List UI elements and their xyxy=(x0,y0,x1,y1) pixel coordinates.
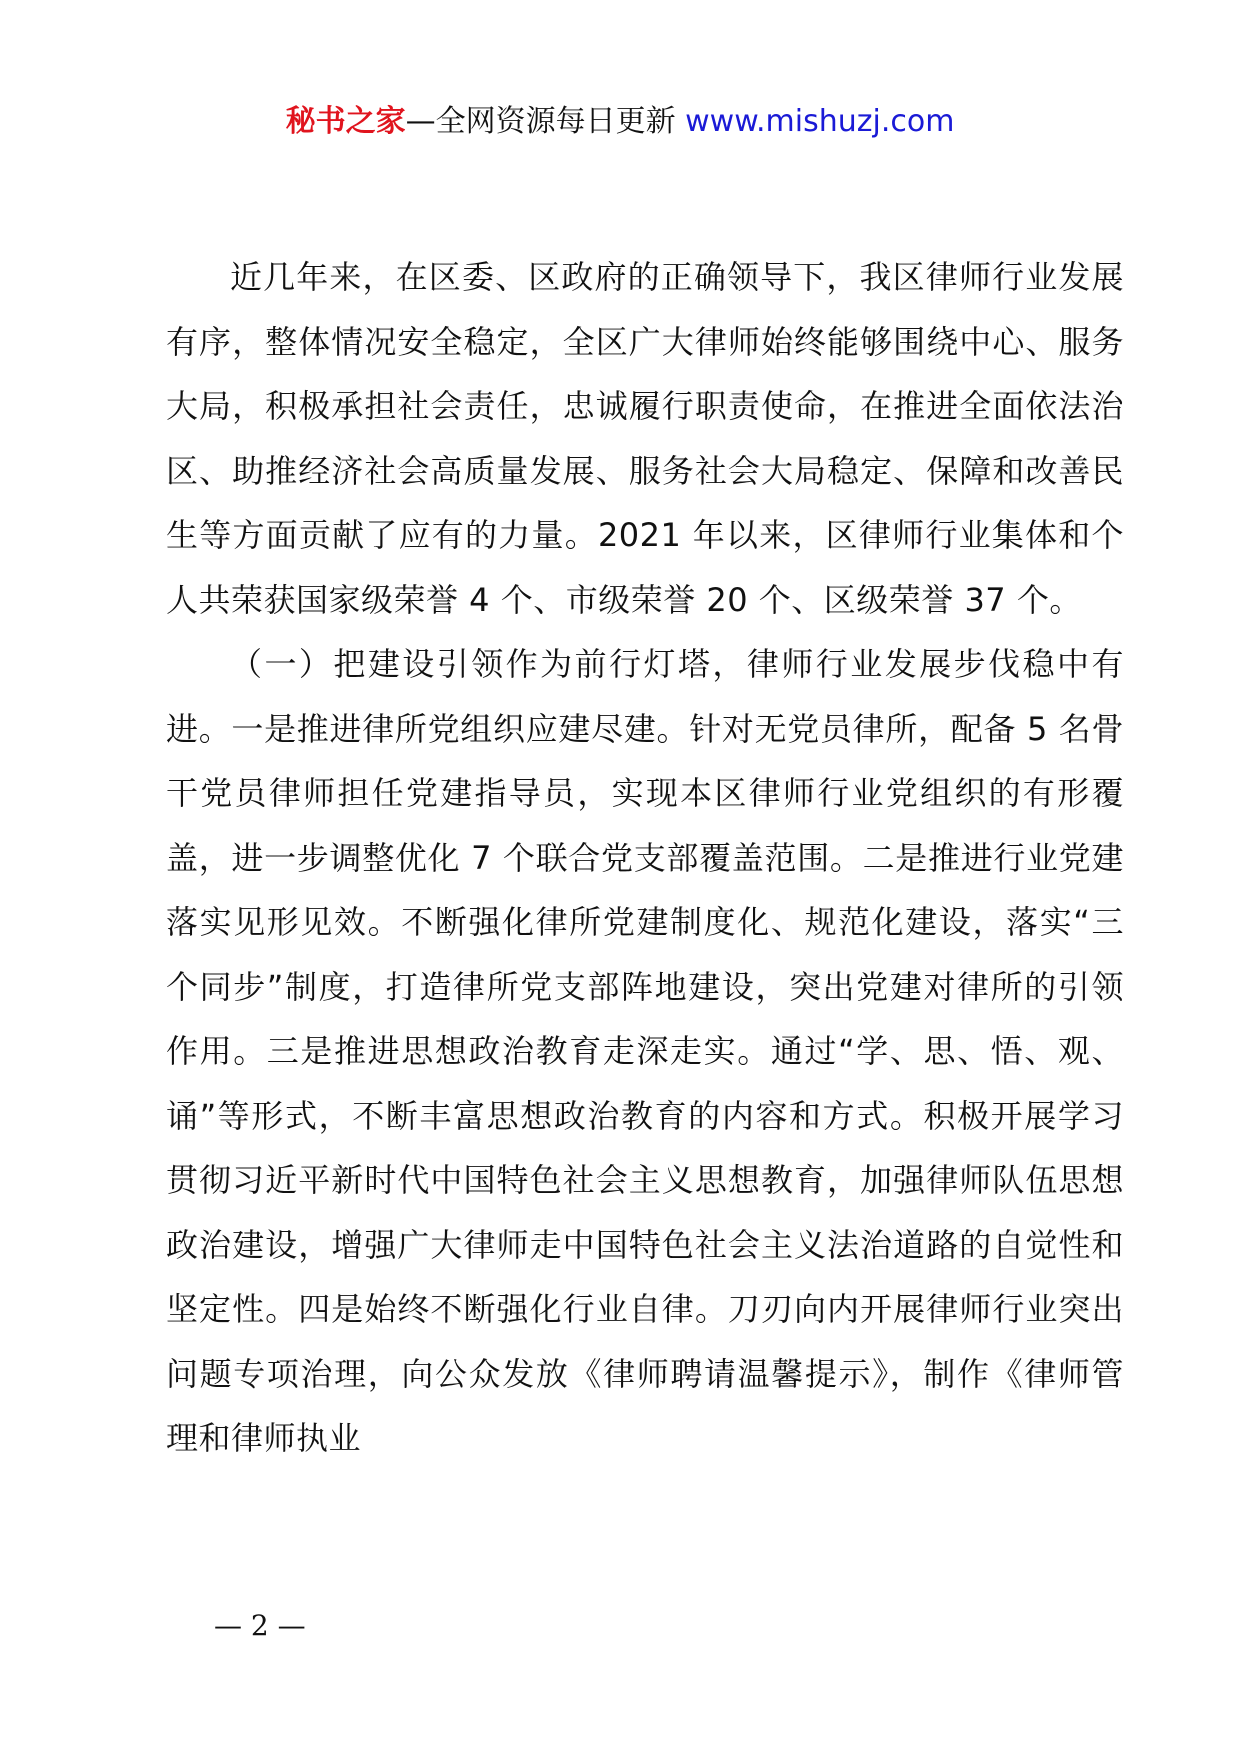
paragraph-intro: 近几年来，在区委、区政府的正确领导下，我区律师行业发展有序，整体情况安全稳定，全区广大律师始终能够围绕中心、服务大局，积极承担社会责任，忠诚履行职责使命，在推进全面依法治区、助推经济社会高质量发展、服务社会大局稳定、保障和改善民生等方面贡献了应有的力量。2021 年以来，区律师行业集体和个人共荣获国家级荣誉 4 个、市级荣誉 20 个、区级荣誉 37 个。 xyxy=(166,258,1124,619)
header-brand: 秘书之家 xyxy=(285,104,406,139)
header-url[interactable]: www.mishuzj.com xyxy=(685,104,955,139)
document-body xyxy=(166,245,1124,1471)
page-header xyxy=(0,100,1240,144)
header-slogan: —全网资源每日更新 xyxy=(405,104,676,139)
page-number: — 2 — xyxy=(214,1609,306,1642)
paragraph-section-one: （一）把建设引领作为前行灯塔，律师行业发展步伐稳中有进。一是推进律所党组织应建尽建。针对无党员律所，配备 5 名骨干党员律师担任党建指导员，实现本区律师行业党组织的有形覆盖，进一步调整优化 7 个联合党支部覆盖范围。二是推进行业党建落实见形见效。不断强化律所党建制度化、规范化建设，落实“三个同步”制度，打造律所党支部阵地建设，突出党建对律所的引领作用。三是推进思想政治教育走深走实。通过“学、思、悟、观、诵”等形式，不断丰富思想政治教育的内容和方式。积极开展学习贯彻习近平新时代中国特色社会主义思想教育，加强律师队伍思想政治建设，增强广大律师走中国特色社会主义法治道路的自觉性和坚定性。四是始终不断强化行业自律。刀刃向内开展律师行业突出问题专项治理，向公众发放《律师聘请温馨提示》，制作《律师管理和律师执业 xyxy=(166,645,1124,1457)
